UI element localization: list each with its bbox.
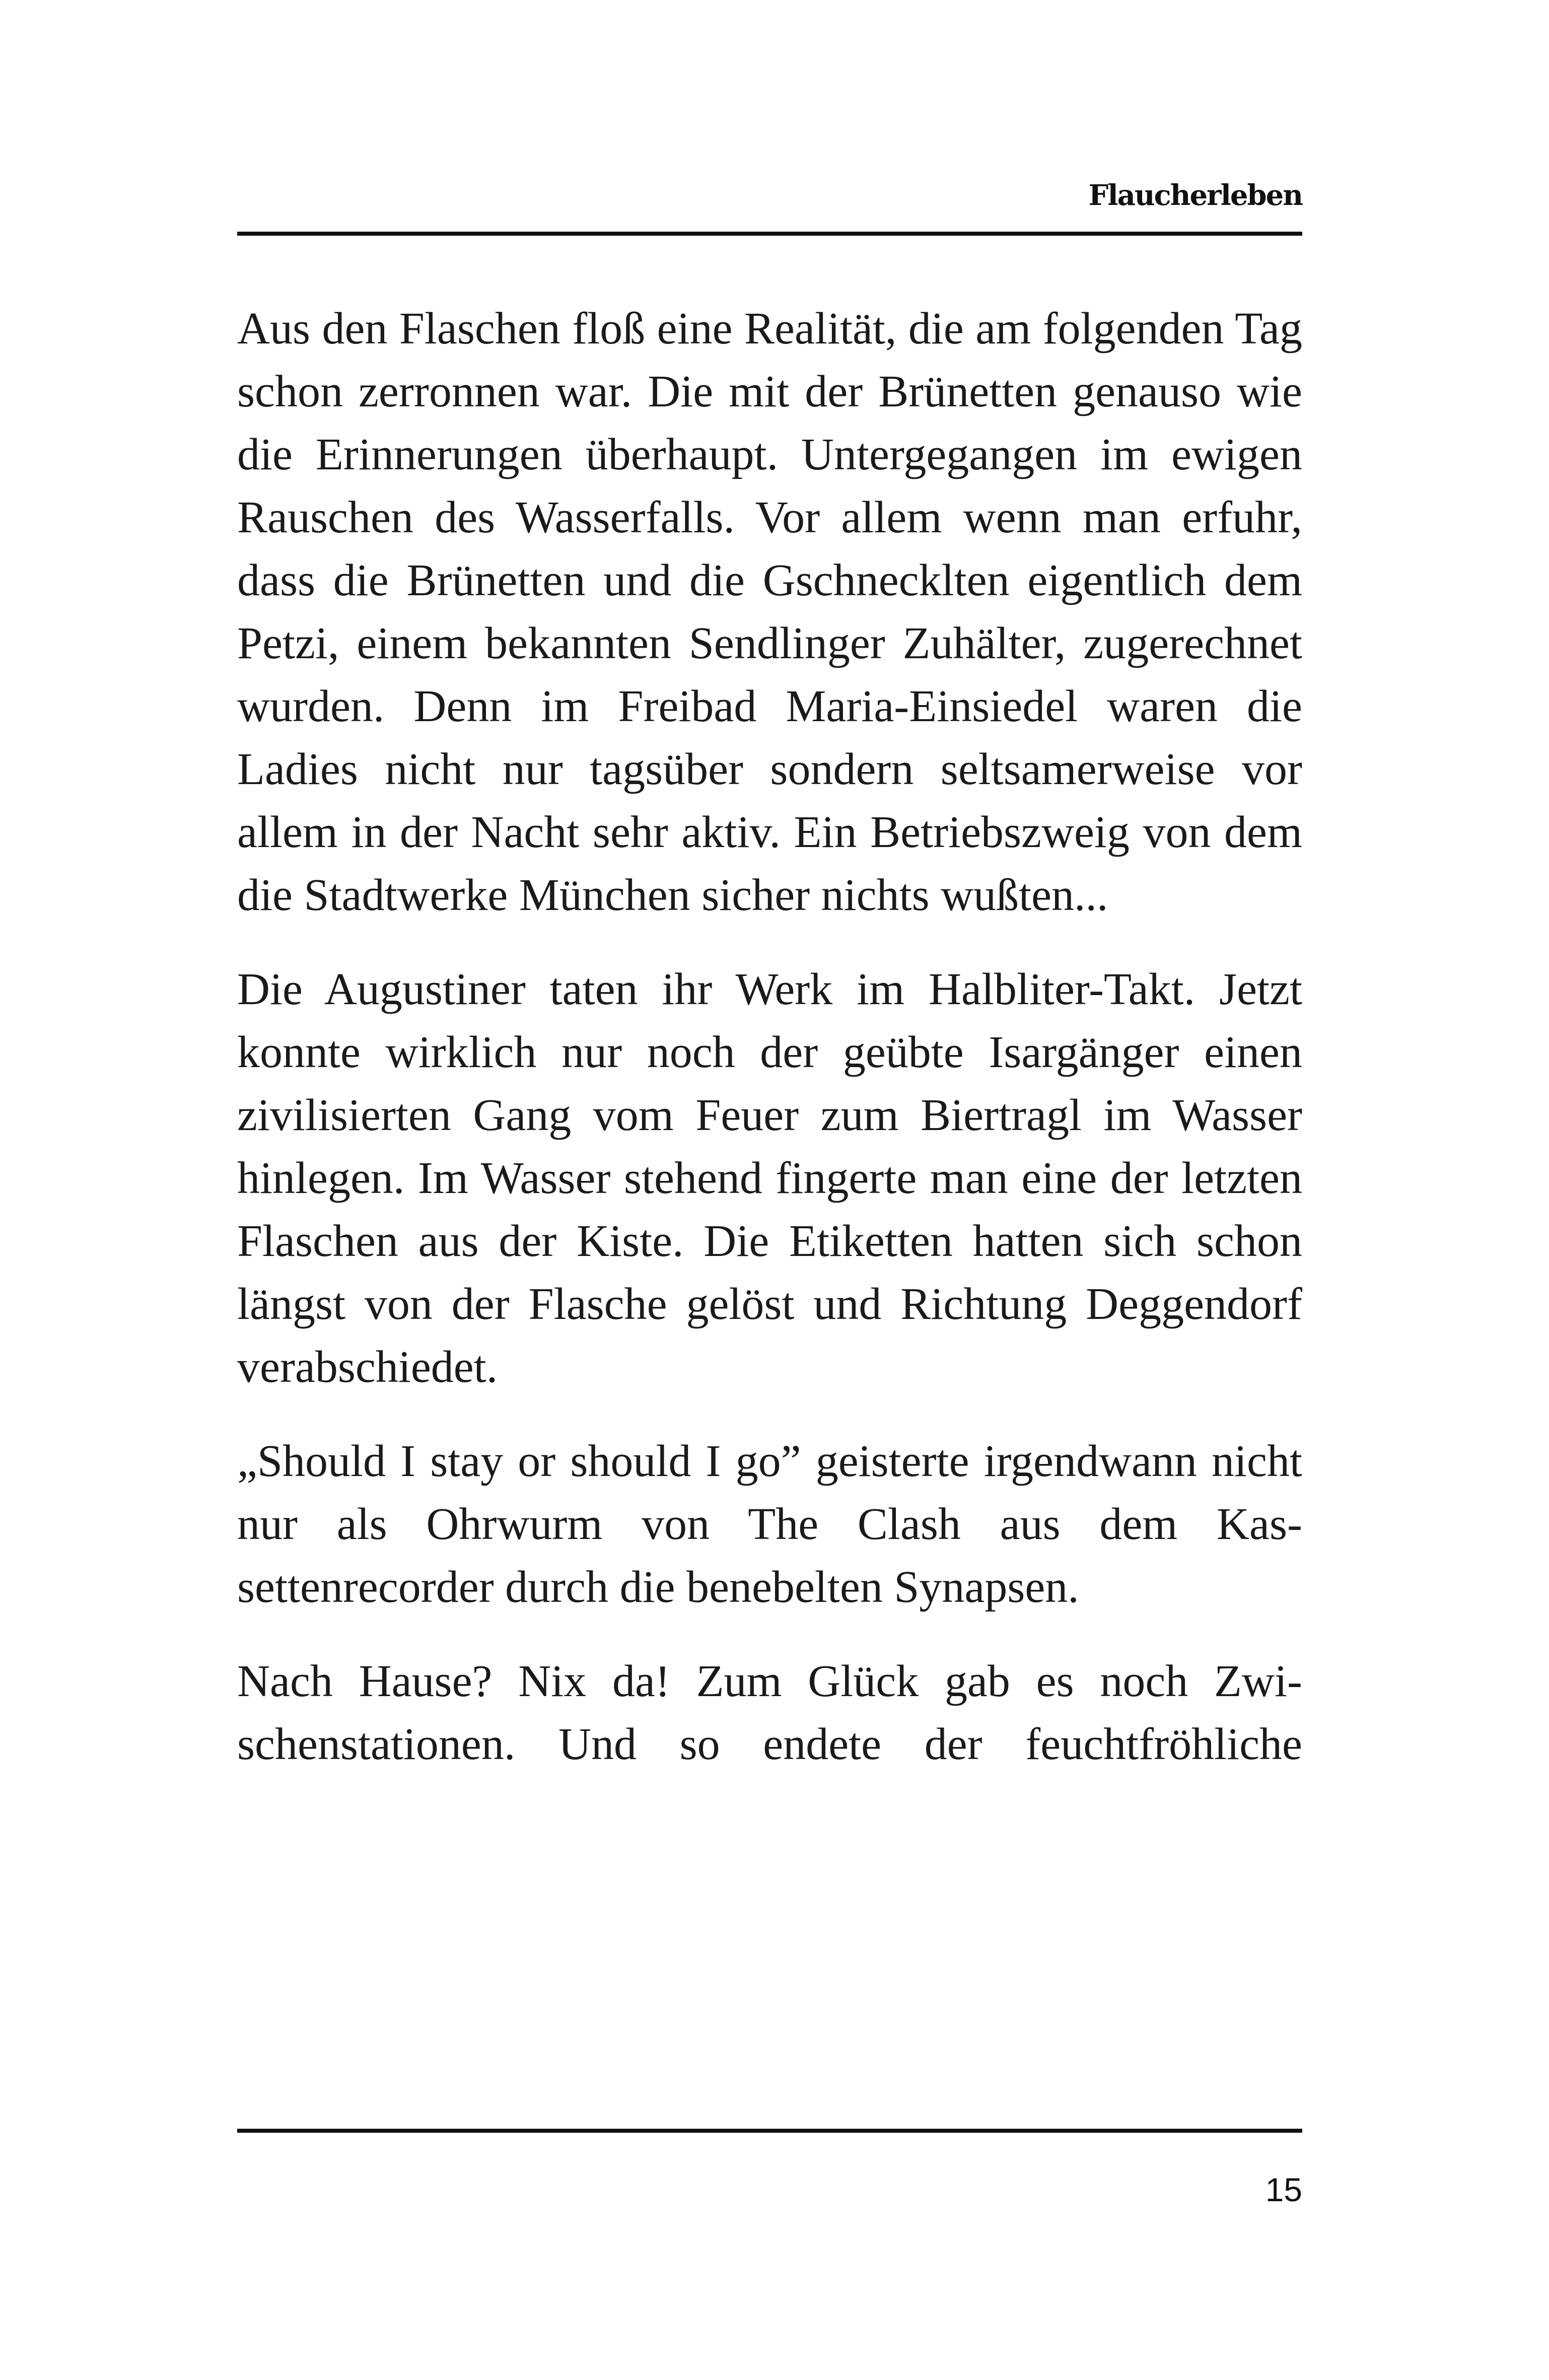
paragraph-3: „Should I stay or should I go” geisterte irgendwann nicht nur als Ohrwurm von The Clash aus dem Kassettenrecorder durch die benebelten Synapsen. [237,1436,1302,1612]
running-header-title: Flaucherleben [1088,179,1302,212]
footer-rule [237,2129,1302,2133]
page-number: 15 [1265,2171,1302,2208]
paragraph-4: Nach Hause? Nix da! Zum Glück gab es noch Zwischenstationen. Und so endete der feuchtfröhliche [237,1656,1302,1769]
body-text [237,297,1302,1807]
paragraph-1: Aus den Flaschen floß eine Realität, die am folgenden Tag schon zerronnen war. Die mit der Brünetten genauso wie die Erinnerungen überhaupt. Untergegangen im ewigen Rauschen des Wasserfalls. Vor allem wenn man erfuhr, dass die Brünetten und die Gschnecklten eigentlich dem Petzi, einem bekannten Sendlinger Zuhälter, zugerechnet wurden. Denn im Freibad Maria-Einsiedel waren die Ladies nicht nur tagsüber sondern seltsamerweise vor allem in der Nacht sehr aktiv. Ein Betriebszweig von dem die Stadtwerke München sicher nichts wußten... [237,304,1302,920]
paragraph-2: Die Augustiner taten ihr Werk im Halbliter-Takt. Jetzt konnte wirklich nur noch der geübte Isargänger einen zivilisierten Gang vom Feuer zum Biertragl im Wasser hinlegen. Im Wasser stehend fingerte man eine der letzten Flaschen aus der Kiste. Die Etiketten hatten sich schon längst von der Flasche gelöst und Richtung Deggendorf verabschiedet. [237,964,1302,1392]
header-rule [237,232,1302,236]
